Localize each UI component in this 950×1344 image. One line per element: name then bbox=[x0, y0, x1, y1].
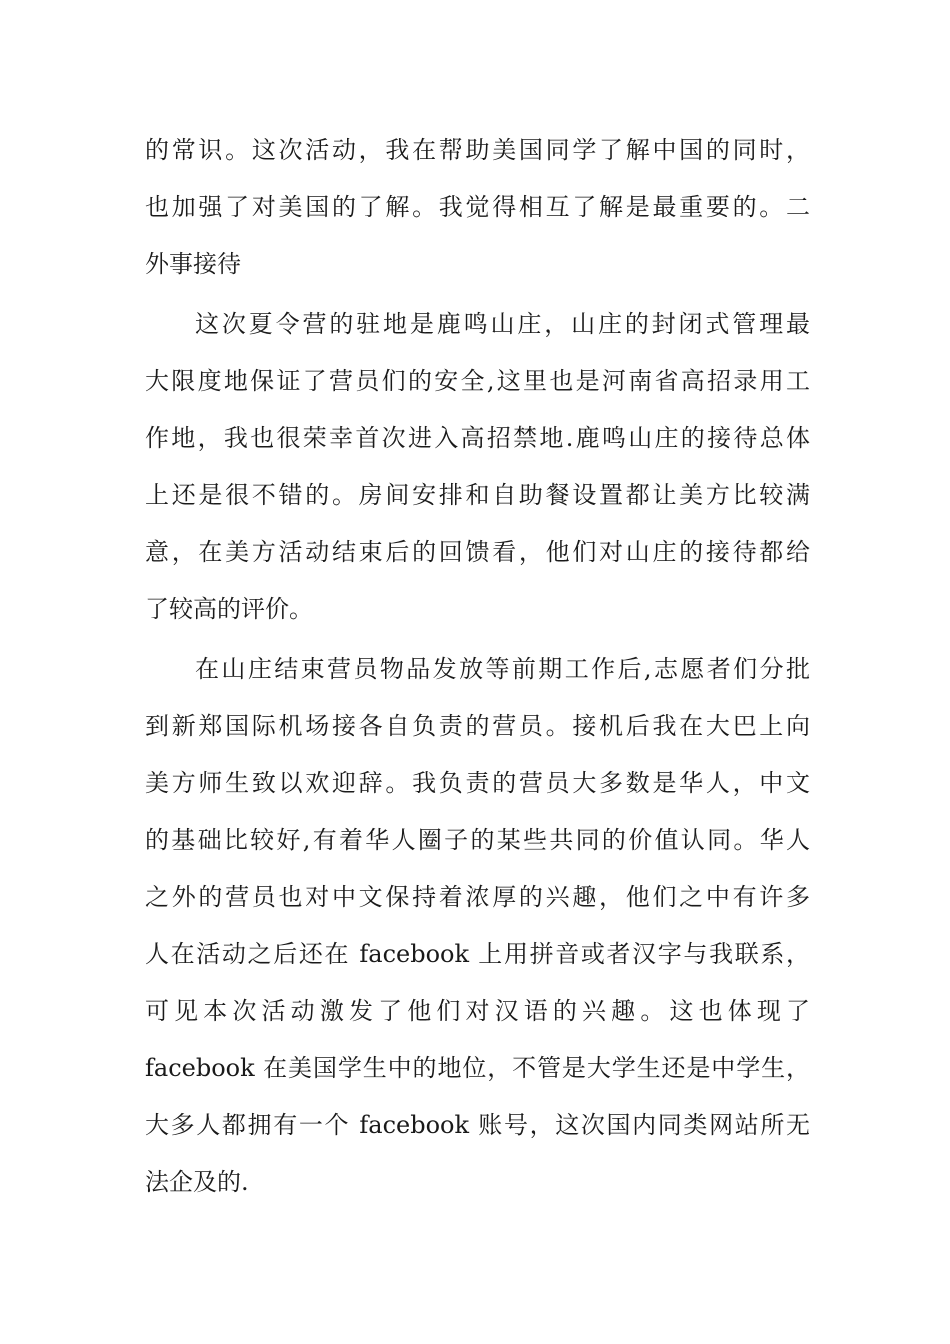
text-line: 作地，我也很荣幸首次进入高招禁地.鹿鸣山庄的接待总体 bbox=[145, 424, 810, 452]
text-line: 到新郑国际机场接各自负责的营员。接机后我在大巴上向 bbox=[145, 712, 810, 740]
text-line: 可见本次活动激发了他们对汉语的兴趣。这也体现了 bbox=[145, 997, 810, 1025]
text-line: 上还是很不错的。房间安排和自助餐设置都让美方比较满 bbox=[145, 481, 810, 509]
paragraph-first-line: 在山庄结束营员物品发放等前期工作后,志愿者们分批 bbox=[195, 655, 810, 683]
text-line: 法企及的. bbox=[145, 1168, 249, 1196]
text-line: facebook 在美国学生中的地位，不管是大学生还是中学生， bbox=[145, 1054, 810, 1082]
text-line: 之外的营员也对中文保持着浓厚的兴趣，他们之中有许多 bbox=[145, 883, 810, 911]
text-line: 外事接待 bbox=[145, 250, 241, 278]
text-line: 也加强了对美国的了解。我觉得相互了解是最重要的。二 bbox=[145, 193, 810, 221]
text-line: 的基础比较好,有着华人圈子的某些共同的价值认同。华人 bbox=[145, 826, 810, 854]
text-line: 大限度地保证了营员们的安全,这里也是河南省高招录用工 bbox=[145, 367, 810, 395]
paragraph-first-line: 这次夏令营的驻地是鹿鸣山庄，山庄的封闭式管理最 bbox=[195, 310, 810, 338]
text-line: 人在活动之后还在 facebook 上用拼音或者汉字与我联系， bbox=[145, 940, 810, 968]
text-line: 的常识。这次活动，我在帮助美国同学了解中国的同时， bbox=[145, 136, 810, 164]
text-line: 大多人都拥有一个 facebook 账号，这次国内同类网站所无 bbox=[145, 1111, 810, 1139]
text-line: 了较高的评价。 bbox=[145, 595, 313, 623]
text-line: 意，在美方活动结束后的回馈看，他们对山庄的接待都给 bbox=[145, 538, 810, 566]
text-line: 美方师生致以欢迎辞。我负责的营员大多数是华人，中文 bbox=[145, 769, 810, 797]
